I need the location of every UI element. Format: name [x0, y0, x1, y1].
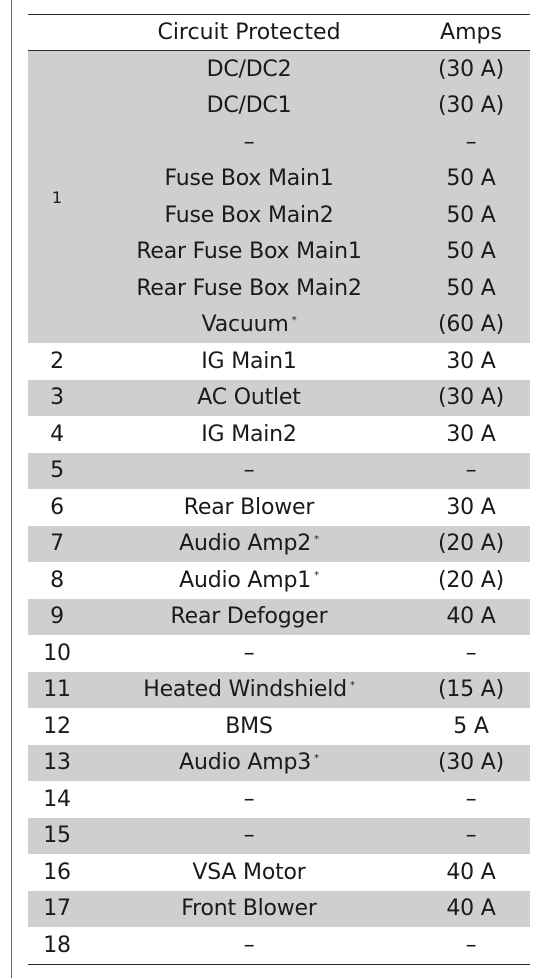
- header-circuit-protected: Circuit Protected: [157, 20, 341, 45]
- amps-cell: –: [465, 458, 477, 484]
- table-row: [28, 380, 530, 417]
- group-line: [86, 234, 530, 271]
- footnote-asterisk: *: [291, 314, 297, 326]
- footnote-asterisk: *: [349, 679, 355, 691]
- circuit-cell: [86, 495, 412, 520]
- fuse-number: 11: [43, 677, 71, 703]
- circuit-cell: [86, 276, 412, 301]
- circuit-cell: [86, 531, 412, 556]
- fuse-group-1: [28, 51, 530, 343]
- table-row: [28, 562, 530, 599]
- amps-cell: 40 A: [446, 896, 496, 922]
- circuit-cell: [86, 312, 412, 337]
- amps-cell: 50 A: [446, 166, 496, 192]
- circuit-cell: [86, 458, 412, 483]
- fuse-number: 5: [50, 458, 64, 484]
- circuit-cell: [86, 57, 412, 82]
- circuit-name: Fuse Box Main1: [164, 166, 334, 192]
- circuit-name: Rear Fuse Box Main1: [136, 239, 362, 265]
- table-row: [28, 891, 530, 928]
- page-margin-rule: [11, 0, 12, 978]
- circuit-cell: [86, 677, 412, 702]
- amps-cell: 30 A: [446, 494, 496, 520]
- fuse-number: 8: [50, 567, 64, 593]
- amps-cell: –: [465, 129, 477, 155]
- circuit-name: IG Main1: [201, 348, 297, 374]
- circuit-name: Rear Defogger: [170, 604, 328, 630]
- table-row: [28, 416, 530, 453]
- group-line: [86, 270, 530, 307]
- table-row: [28, 453, 530, 490]
- amps-cell: 5 A: [453, 713, 489, 739]
- circuit-name: –: [243, 823, 255, 849]
- fuse-number: 9: [50, 604, 64, 630]
- fuse-number: 10: [43, 640, 71, 666]
- circuit-name: Audio Amp1: [179, 567, 312, 593]
- circuit-name: –: [243, 786, 255, 812]
- circuit-name: –: [243, 458, 255, 484]
- amps-cell: –: [465, 786, 477, 812]
- circuit-name: Rear Blower: [183, 494, 315, 520]
- table-row: [28, 599, 530, 636]
- footnote-asterisk: *: [314, 533, 319, 545]
- group-line: [86, 307, 530, 344]
- circuit-cell: [86, 93, 412, 118]
- circuit-name: Rear Fuse Box Main2: [136, 275, 362, 301]
- circuit-name: Fuse Box Main2: [164, 202, 334, 228]
- table-row: [28, 818, 530, 855]
- footnote-asterisk: *: [314, 570, 319, 582]
- amps-cell: –: [465, 640, 477, 666]
- circuit-name: BMS: [225, 713, 273, 739]
- fuse-number: 7: [50, 531, 64, 557]
- group-number: 1: [51, 187, 63, 207]
- circuit-cell: [86, 860, 412, 885]
- circuit-name: Vacuum: [201, 312, 289, 338]
- circuit-cell: [86, 203, 412, 228]
- amps-cell: 50 A: [446, 275, 496, 301]
- group-line: [86, 161, 530, 198]
- circuit-cell: [86, 422, 412, 447]
- amps-cell: 40 A: [446, 604, 496, 630]
- circuit-name: AC Outlet: [197, 385, 301, 411]
- amps-cell: 50 A: [446, 202, 496, 228]
- amps-cell: (15 A): [437, 677, 504, 703]
- circuit-cell: [86, 385, 412, 410]
- circuit-name: IG Main2: [201, 421, 297, 447]
- table-row: [28, 489, 530, 526]
- table-row: [28, 526, 530, 563]
- header-amps: Amps: [440, 20, 502, 45]
- circuit-cell: [86, 166, 412, 191]
- fuse-number: 17: [43, 896, 71, 922]
- fuse-rows: [28, 343, 530, 964]
- fuse-number: 4: [50, 421, 64, 447]
- circuit-name: –: [243, 932, 255, 958]
- circuit-cell: [86, 641, 412, 666]
- amps-cell: 30 A: [446, 348, 496, 374]
- fuse-number: 18: [43, 932, 71, 958]
- footnote-asterisk: *: [314, 752, 319, 764]
- amps-cell: (30 A): [437, 750, 504, 776]
- circuit-name: Front Blower: [181, 896, 317, 922]
- fuse-number: 16: [43, 859, 71, 885]
- circuit-cell: [86, 568, 412, 593]
- group-line: [86, 88, 530, 125]
- table-row: [28, 672, 530, 709]
- fuse-number: 2: [50, 348, 64, 374]
- fuse-number: 13: [43, 750, 71, 776]
- circuit-name: –: [243, 640, 255, 666]
- amps-cell: (20 A): [437, 567, 504, 593]
- fuse-number: 6: [50, 494, 64, 520]
- amps-cell: (30 A): [437, 56, 504, 82]
- circuit-cell: [86, 750, 412, 775]
- fuse-number: 12: [43, 713, 71, 739]
- amps-cell: (30 A): [437, 385, 504, 411]
- amps-cell: 50 A: [446, 239, 496, 265]
- table-row: [28, 854, 530, 891]
- amps-cell: 40 A: [446, 859, 496, 885]
- fuse-number: 14: [43, 786, 71, 812]
- circuit-name: –: [243, 129, 255, 155]
- amps-cell: –: [465, 932, 477, 958]
- table-row: [28, 635, 530, 672]
- circuit-cell: [86, 604, 412, 629]
- group-line: [86, 124, 530, 161]
- circuit-name: Heated Windshield: [143, 677, 347, 703]
- amps-cell: (30 A): [437, 93, 504, 119]
- table-row: [28, 708, 530, 745]
- amps-cell: –: [465, 823, 477, 849]
- table-row: [28, 927, 530, 964]
- circuit-cell: [86, 714, 412, 739]
- circuit-cell: [86, 896, 412, 921]
- fuse-number: 3: [50, 385, 64, 411]
- amps-cell: (60 A): [437, 312, 504, 338]
- circuit-cell: [86, 130, 412, 155]
- circuit-cell: [86, 239, 412, 264]
- circuit-name: DC/DC1: [206, 93, 292, 119]
- circuit-name: Audio Amp2: [179, 531, 312, 557]
- amps-cell: 30 A: [446, 421, 496, 447]
- table-row: [28, 745, 530, 782]
- circuit-name: VSA Motor: [192, 859, 306, 885]
- circuit-cell: [86, 787, 412, 812]
- circuit-cell: [86, 349, 412, 374]
- fuse-table: [28, 14, 530, 965]
- table-row: [28, 781, 530, 818]
- group-line: [86, 197, 530, 234]
- group-lines: [86, 51, 530, 343]
- fuse-number: 15: [43, 823, 71, 849]
- amps-cell: (20 A): [437, 531, 504, 557]
- circuit-cell: [86, 823, 412, 848]
- circuit-name: DC/DC2: [206, 56, 292, 82]
- circuit-name: Audio Amp3: [179, 750, 312, 776]
- table-header: [28, 15, 530, 51]
- group-line: [86, 51, 530, 88]
- circuit-cell: [86, 933, 412, 958]
- table-row: [28, 343, 530, 380]
